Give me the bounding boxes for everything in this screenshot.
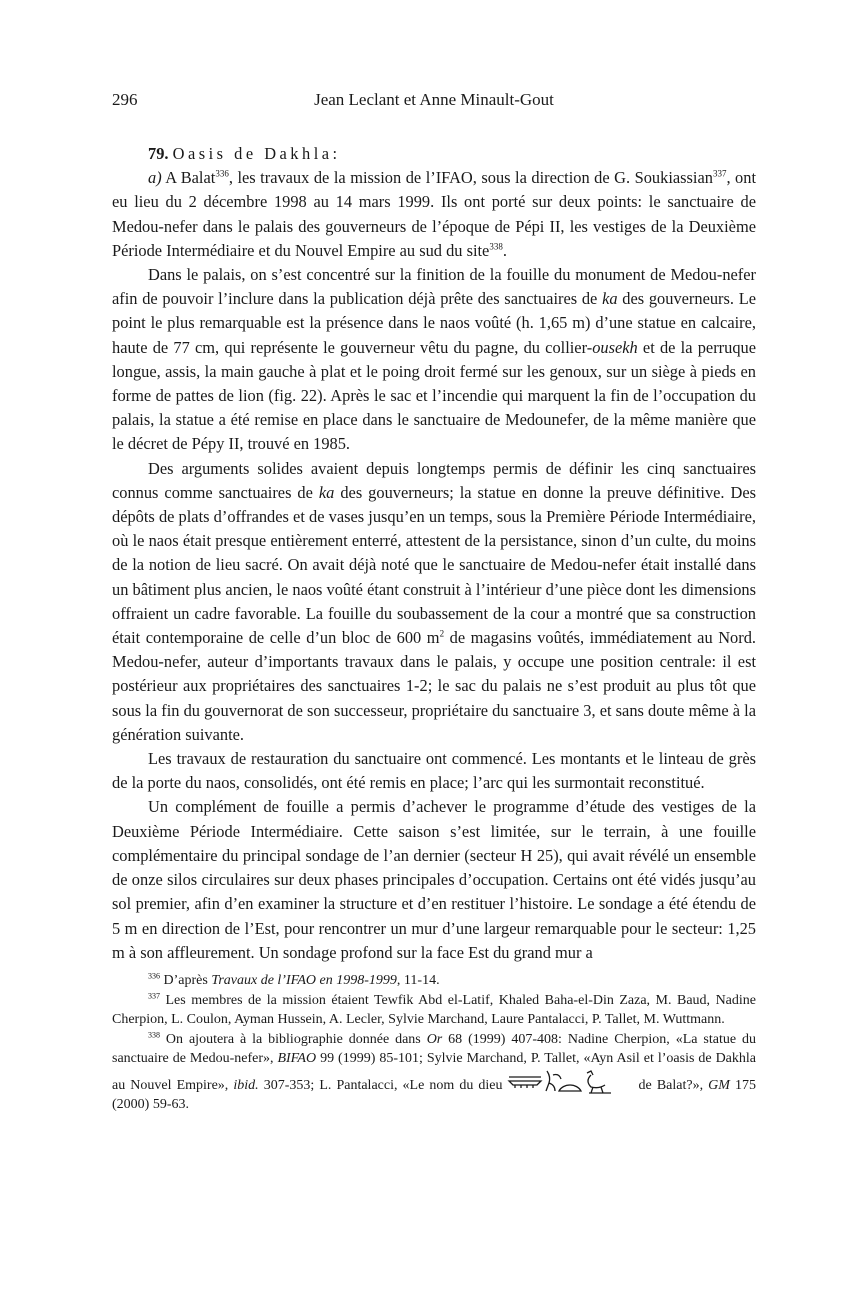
footnote-337 (112, 991, 756, 1030)
footnote-ref-337: 337 (712, 168, 727, 179)
text-run: A Balat (161, 168, 216, 188)
text-run: . (502, 240, 507, 260)
italic-term: ka (602, 289, 618, 309)
footnote-338 (112, 1030, 756, 1115)
text-run: Des arguments solides avaient depuis longtemps permis de définir les cinq sanctuaires connus comme sanctuaires de (112, 458, 756, 502)
text-run: Les travaux de restauration du sanctuaire ont commencé. Les montants et le linteau de grès de la porte du naos, consolidés, ont été remis en place; l’arc qui les surmontait reconstitué. (112, 749, 756, 793)
text-run: Dans le palais, on s’est concentré sur la finition de la fouille du monument de Medou-nefer afin de pouvoir l’inclure dans la publication déjà prête des sanctuaires de (112, 265, 756, 309)
text-run: 175 (2000) 59-63. (112, 1077, 757, 1112)
footnote-ref-336: 336 (215, 168, 229, 179)
main-text (112, 142, 756, 965)
running-head (112, 90, 756, 114)
paragraph-4 (112, 747, 756, 795)
paragraph-3 (112, 457, 756, 747)
text-run: de Balat?», (638, 1077, 709, 1093)
text-run: et de la perruque longue, assis, la main gauche à plat et le poing droit fermé sur les genoux, sur un siège à pieds en forme de pattes de lion (fig. 22). Après le sac et l’incendie qui marquent la fin de l’occupation du palais, la statue a été remise en place dans le sanctuaire de Medounefer, de la même manière que le décret de Pépy II, trouvé en 1985. (112, 337, 756, 454)
text-run: 99 (1999) 85-101; Sylvie Marchand, P. Tallet, «Ayn Asil et l’oasis de Dakhla au Nouvel Empire», (112, 1051, 756, 1093)
text-run: , 11-14. (396, 973, 440, 988)
paragraph-5 (112, 795, 756, 964)
text-run: des gouverneurs. Le point le plus remarquable est la présence dans le naos voûté (h. 1,65 m) d’une statue en calcaire, haute de 77 cm, qui représente le gouverneur vêtu du pagne, du collier- (112, 289, 756, 357)
text-run: On ajoutera à la bibliographie donnée dans (160, 1031, 427, 1047)
footnotes (112, 971, 756, 1115)
text-run: 307-353; L. Pantalacci, «Le nom du dieu (258, 1077, 503, 1093)
section-number: 79. (148, 144, 169, 163)
italic-title: ibid. (233, 1077, 259, 1093)
section-heading (112, 142, 756, 166)
footnote-number: 336 (148, 971, 160, 981)
hieroglyph-group-icon (507, 1069, 635, 1095)
text-run: Un complément de fouille a permis d’achever le programme d’étude des vestiges de la Deuxième Période Intermédiaire. Cette saison s’est limitée, sur le terrain, à une fouille complémentaire du principal sondage de l’an dernier (secteur H 25), qui avait révélé un ensemble de onze silos circulaires sur deux phases principales d’occupation. Certains ont été vidés jusqu’au sol premier, afin d’en examiner la structure et d’en restituer l’histoire. Le sondage a été étendu de 5 m en direction de l’Est, pour rencontrer un mur d’une largeur remarquable pour le secteur: 1,25 m à son affleurement. Un sondage profond sur la face Est du grand mur a (112, 797, 756, 962)
text-run: des gouverneurs; la statue en donne la preuve définitive. Des dépôts de plats d’offrandes et de vases jusqu’en un temps, sous la Première Période Intermédiaire, où le naos était presque entièrement enterré, attestent de la persistance, sinon d’un culte, du moins de la notion de lieu sacré. On avait déjà noté que le sanctuaire de Medou-nefer était installé dans un bâtiment plus ancien, le naos voûté étant construit à l’intérieur d’une pièce dont les dimensions offraient un cadre favorable. La fouille du soubassement de la cour a montré que sa construction était contemporaine de celle d’un bloc de 600 m (112, 482, 756, 648)
text-run: de magasins voûtés, immédiatement au Nord. Medou-nefer, auteur d’importants travaux dans le palais, y occupe une position centrale: il est postérieur aux propriétaires des sanctuaires 1-2; le sac du palais ne s’est produit au plus tôt que sous la fin du gouvernorat de son successeur, propriétaire du sanctuaire 3, et sans doute même à la génération suivante. (112, 628, 756, 744)
footnote-number: 337 (148, 990, 160, 1000)
paragraph-2 (112, 263, 756, 457)
paragraph-1 (112, 166, 756, 263)
running-title: Jean Leclant et Anne Minault-Gout (314, 90, 554, 109)
item-label: a) (148, 168, 162, 188)
italic-title: Or (426, 1031, 443, 1047)
text-run: , les travaux de la mission de l’IFAO, sous la direction de G. Soukiassian (228, 168, 713, 188)
page-number: 296 (112, 90, 138, 109)
section-title: Oasis de Dakhla: (172, 144, 341, 163)
italic-term: ousekh (592, 337, 638, 357)
text-run: Les membres de la mission étaient Tewfik Abd el-Latif, Khaled Baha-el-Din Zaza, M. Baud, Nadine Cherpion, L. Coulon, Ayman Hussein, A. Lecler, Sylvie Marchand, Laure Pantalacci, P. Tallet, M. Wuttmann. (112, 992, 756, 1027)
superscript: 2 (439, 628, 445, 639)
text-run: , ont eu lieu du 2 décembre 1998 au 14 mars 1999. Ils ont porté sur deux points: le sanctuaire de Medou-nefer dans le palais des gouverneurs de l’époque de Pépi II, les vestiges de la Deuxième Période Intermédiaire et du Nouvel Empire au sud du site (112, 168, 757, 260)
footnote-number: 338 (148, 1029, 160, 1039)
text-run: 68 (1999) 407-408: Nadine Cherpion, «La statue du sanctuaire de Medou-nefer», (112, 1031, 757, 1066)
italic-title: BIFAO (277, 1051, 317, 1066)
italic-title: GM (708, 1077, 730, 1093)
text-run: D’après (160, 973, 212, 988)
footnote-ref-338: 338 (489, 241, 503, 252)
footnote-336 (112, 971, 756, 991)
italic-term: ka (318, 482, 335, 502)
italic-title: Travaux de l’IFAO en 1998-1999 (211, 973, 397, 988)
